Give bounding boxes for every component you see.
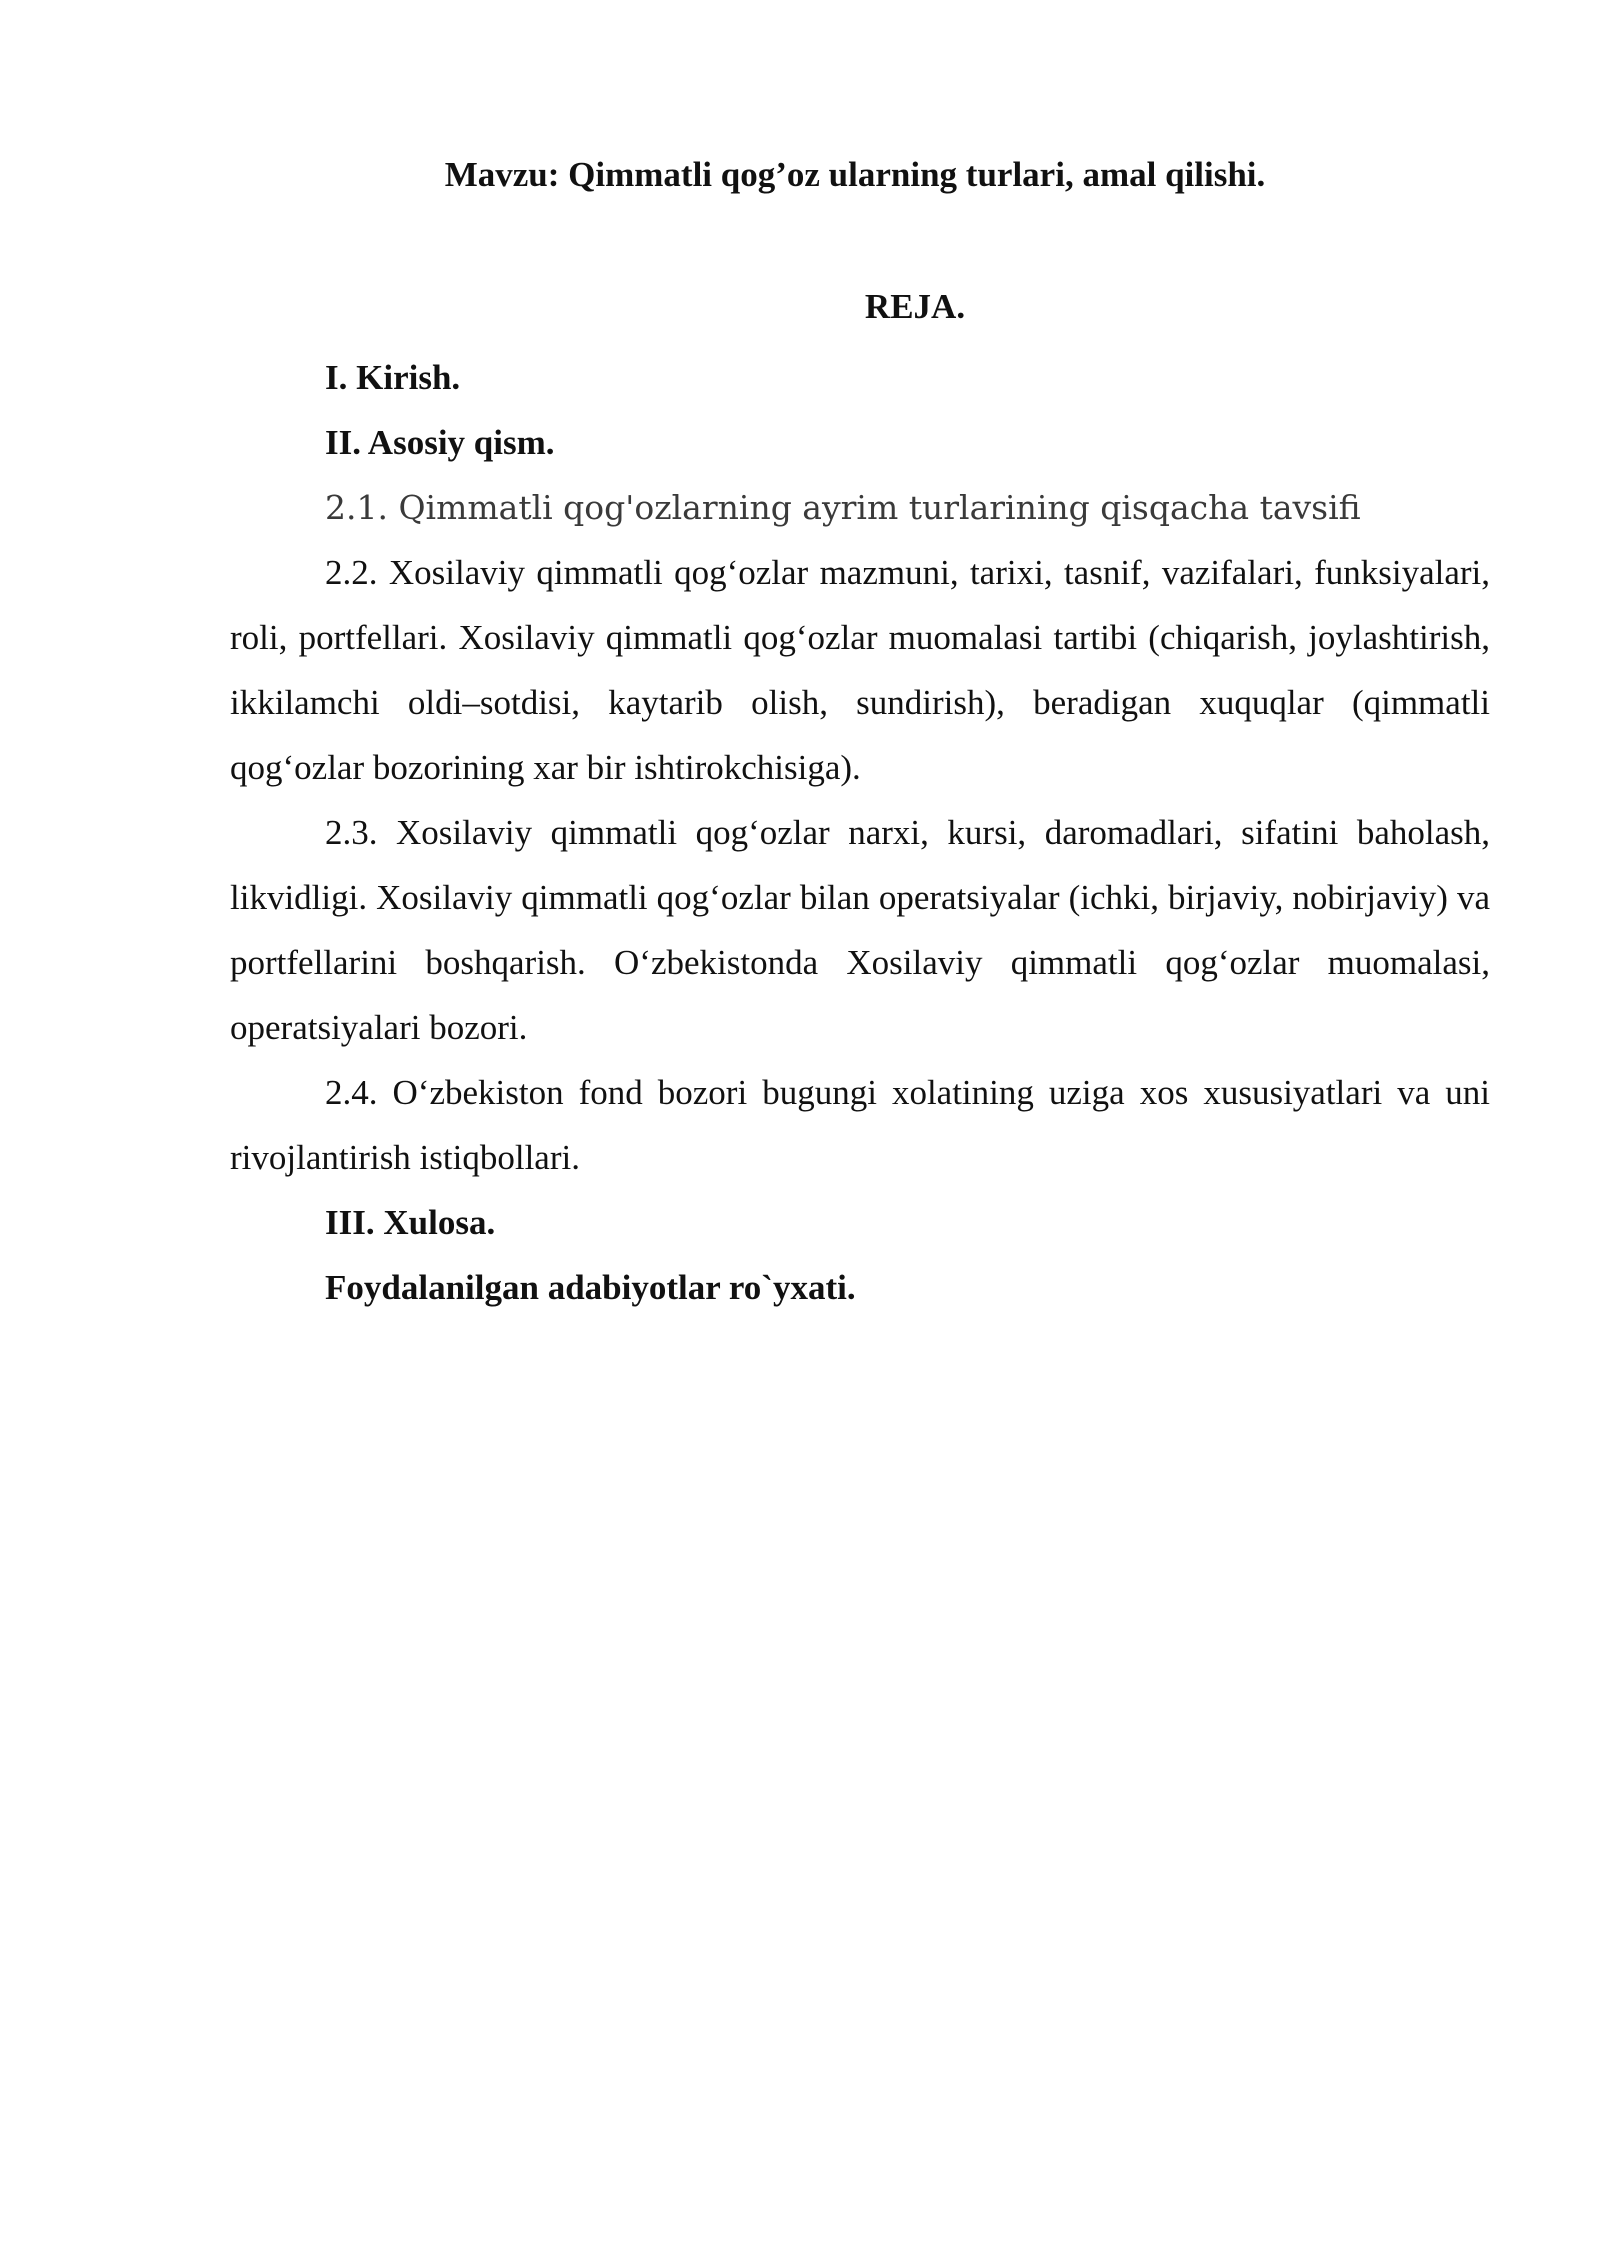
- plan-heading: REJA.: [864, 287, 966, 326]
- plan-item-conclusion: III. Xulosa.: [325, 1203, 496, 1242]
- plan-item-main: II. Asosiy qism.: [325, 423, 555, 462]
- plan-item-references: Foydalanilgan adabiyotlar ro`yxati.: [325, 1268, 856, 1307]
- plan-item-2-3: 2.3. Xosilaviy qimmatli qog‘ozlar narxi, kursi, daromadlari, sifatini baholash, likvidligi. Xosilaviy qimmatli qog‘ozlar bilan operatsiyalar (ichki, birjaviy, nobirjaviy) va portfellarini boshqarish. O‘zbekistonda Xosilaviy qimmatli qog‘ozlar muomalasi, operatsiyalari bozori.: [230, 813, 1490, 1047]
- plan-item-2-2: 2.2. Xosilaviy qimmatli qog‘ozlar mazmuni, tarixi, tasnif, vazifalari, funksiyalari, roli, portfellari. Xosilaviy qimmatli qog‘ozlar muomalasi tartibi (chiqarish, joylashtirish, ikkilamchi oldi–sotdisi, kaytarib olish, sundirish), beradigan xuquqlar (qimmatli qog‘ozlar bozorining xar bir ishtirokchisiga).: [230, 553, 1490, 787]
- plan-item-intro: I. Kirish.: [325, 358, 461, 397]
- document-title: Mavzu: Qimmatli qog’oz ularning turlari, amal qilishi.: [444, 155, 1266, 194]
- plan-list: [230, 345, 1490, 1320]
- plan-item-2-4: 2.4. O‘zbekiston fond bozori bugungi xolatining uziga xos xususiyatlari va uni rivojlantirish istiqbollari.: [230, 1073, 1490, 1177]
- plan-item-2-1: 2.1. Qimmatli qog'ozlarning ayrim turlarining qisqacha tavsifi: [325, 488, 1361, 527]
